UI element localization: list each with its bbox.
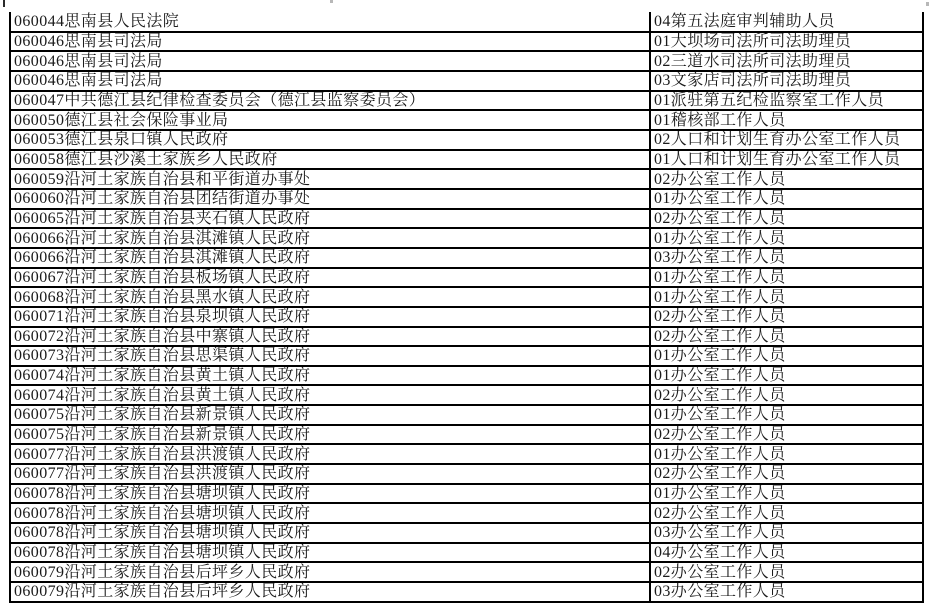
position-cell[interactable]: 03办公室工作人员 xyxy=(650,582,923,602)
table-row xyxy=(10,32,923,52)
table-row xyxy=(10,248,923,268)
table-row xyxy=(10,523,923,543)
unit-cell[interactable]: 060050德江县社会保险事业局 xyxy=(10,110,650,130)
unit-cell[interactable]: 060078沿河土家族自治县塘坝镇人民政府 xyxy=(10,543,650,563)
table-row xyxy=(10,91,923,111)
table-row xyxy=(10,228,923,248)
position-cell[interactable]: 04办公室工作人员 xyxy=(650,543,923,563)
position-cell[interactable]: 01办公室工作人员 xyxy=(650,287,923,307)
unit-cell[interactable]: 060066沿河土家族自治县淇滩镇人民政府 xyxy=(10,228,650,248)
unit-cell[interactable]: 060068沿河土家族自治县黑水镇人民政府 xyxy=(10,287,650,307)
position-cell[interactable]: 02办公室工作人员 xyxy=(650,327,923,347)
table-row xyxy=(10,12,923,32)
position-cell[interactable]: 04第五法庭审判辅助人员 xyxy=(650,12,923,32)
position-cell[interactable]: 02办公室工作人员 xyxy=(650,562,923,582)
position-cell[interactable]: 01办公室工作人员 xyxy=(650,268,923,288)
table-row xyxy=(10,51,923,71)
position-cell[interactable]: 01派驻第五纪检监察室工作人员 xyxy=(650,91,923,111)
table-row xyxy=(10,110,923,130)
unit-cell[interactable]: 060053德江县泉口镇人民政府 xyxy=(10,130,650,150)
position-cell[interactable]: 01办公室工作人员 xyxy=(650,484,923,504)
table-row xyxy=(10,150,923,170)
position-cell[interactable]: 03办公室工作人员 xyxy=(650,248,923,268)
position-cell[interactable]: 01人口和计划生育办公室工作人员 xyxy=(650,150,923,170)
unit-cell[interactable]: 060078沿河土家族自治县塘坝镇人民政府 xyxy=(10,523,650,543)
table-row xyxy=(10,444,923,464)
table-row xyxy=(10,366,923,386)
position-cell[interactable]: 02办公室工作人员 xyxy=(650,307,923,327)
positions-table-body xyxy=(10,12,923,602)
position-cell[interactable]: 02办公室工作人员 xyxy=(650,464,923,484)
position-cell[interactable]: 02办公室工作人员 xyxy=(650,385,923,405)
position-cell[interactable]: 03办公室工作人员 xyxy=(650,523,923,543)
unit-cell[interactable]: 060046思南县司法局 xyxy=(10,71,650,91)
unit-cell[interactable]: 060046思南县司法局 xyxy=(10,51,650,71)
unit-cell[interactable]: 060078沿河土家族自治县塘坝镇人民政府 xyxy=(10,503,650,523)
position-cell[interactable]: 01大坝场司法所司法助理员 xyxy=(650,32,923,52)
position-cell[interactable]: 01办公室工作人员 xyxy=(650,405,923,425)
unit-cell[interactable]: 060044思南县人民法院 xyxy=(10,12,650,32)
unit-cell[interactable]: 060079沿河土家族自治县后坪乡人民政府 xyxy=(10,562,650,582)
table-row xyxy=(10,405,923,425)
table-row xyxy=(10,543,923,563)
unit-cell[interactable]: 060059沿河土家族自治县和平街道办事处 xyxy=(10,169,650,189)
position-cell[interactable]: 02办公室工作人员 xyxy=(650,209,923,229)
unit-cell[interactable]: 060072沿河土家族自治县中寨镇人民政府 xyxy=(10,327,650,347)
unit-cell[interactable]: 060077沿河土家族自治县洪渡镇人民政府 xyxy=(10,464,650,484)
unit-cell[interactable]: 060065沿河土家族自治县夹石镇人民政府 xyxy=(10,209,650,229)
position-cell[interactable]: 03文家店司法所司法助理员 xyxy=(650,71,923,91)
unit-cell[interactable]: 060078沿河土家族自治县塘坝镇人民政府 xyxy=(10,484,650,504)
position-cell[interactable]: 01稽核部工作人员 xyxy=(650,110,923,130)
unit-cell[interactable]: 060060沿河土家族自治县团结街道办事处 xyxy=(10,189,650,209)
unit-cell[interactable]: 060079沿河土家族自治县后坪乡人民政府 xyxy=(10,582,650,602)
unit-cell[interactable]: 060077沿河土家族自治县洪渡镇人民政府 xyxy=(10,444,650,464)
position-cell[interactable]: 02人口和计划生育办公室工作人员 xyxy=(650,130,923,150)
table-row xyxy=(10,385,923,405)
position-cell[interactable]: 01办公室工作人员 xyxy=(650,189,923,209)
table-row xyxy=(10,189,923,209)
position-cell[interactable]: 01办公室工作人员 xyxy=(650,444,923,464)
position-cell[interactable]: 02办公室工作人员 xyxy=(650,503,923,523)
position-cell[interactable]: 01办公室工作人员 xyxy=(650,228,923,248)
crop-artifact-left xyxy=(3,0,5,7)
unit-cell[interactable]: 060073沿河土家族自治县思渠镇人民政府 xyxy=(10,346,650,366)
unit-cell[interactable]: 060074沿河土家族自治县黄土镇人民政府 xyxy=(10,385,650,405)
unit-cell[interactable]: 060047中共德江县纪律检查委员会（德江县监察委员会） xyxy=(10,91,650,111)
position-cell[interactable]: 01办公室工作人员 xyxy=(650,346,923,366)
crop-artifact-right xyxy=(926,2,929,6)
unit-cell[interactable]: 060074沿河土家族自治县黄土镇人民政府 xyxy=(10,366,650,386)
unit-cell[interactable]: 060075沿河土家族自治县新景镇人民政府 xyxy=(10,405,650,425)
table-row xyxy=(10,327,923,347)
table-row xyxy=(10,307,923,327)
table-row xyxy=(10,169,923,189)
crop-artifact-middle xyxy=(330,0,333,3)
position-cell[interactable]: 02办公室工作人员 xyxy=(650,169,923,189)
unit-cell[interactable]: 060075沿河土家族自治县新景镇人民政府 xyxy=(10,425,650,445)
position-cell[interactable]: 02办公室工作人员 xyxy=(650,425,923,445)
position-cell[interactable]: 01办公室工作人员 xyxy=(650,366,923,386)
positions-table xyxy=(9,12,924,603)
table-row xyxy=(10,346,923,366)
table-row xyxy=(10,130,923,150)
unit-cell[interactable]: 060066沿河土家族自治县淇滩镇人民政府 xyxy=(10,248,650,268)
table-row xyxy=(10,464,923,484)
unit-cell[interactable]: 060071沿河土家族自治县泉坝镇人民政府 xyxy=(10,307,650,327)
table-row xyxy=(10,287,923,307)
table-row xyxy=(10,268,923,288)
unit-cell[interactable]: 060067沿河土家族自治县板场镇人民政府 xyxy=(10,268,650,288)
table-row xyxy=(10,484,923,504)
table-row xyxy=(10,209,923,229)
position-cell[interactable]: 02三道水司法所司法助理员 xyxy=(650,51,923,71)
unit-cell[interactable]: 060046思南县司法局 xyxy=(10,32,650,52)
table-row xyxy=(10,582,923,602)
table-row xyxy=(10,71,923,91)
table-row xyxy=(10,503,923,523)
table-row xyxy=(10,562,923,582)
unit-cell[interactable]: 060058德江县沙溪土家族乡人民政府 xyxy=(10,150,650,170)
table-row xyxy=(10,425,923,445)
